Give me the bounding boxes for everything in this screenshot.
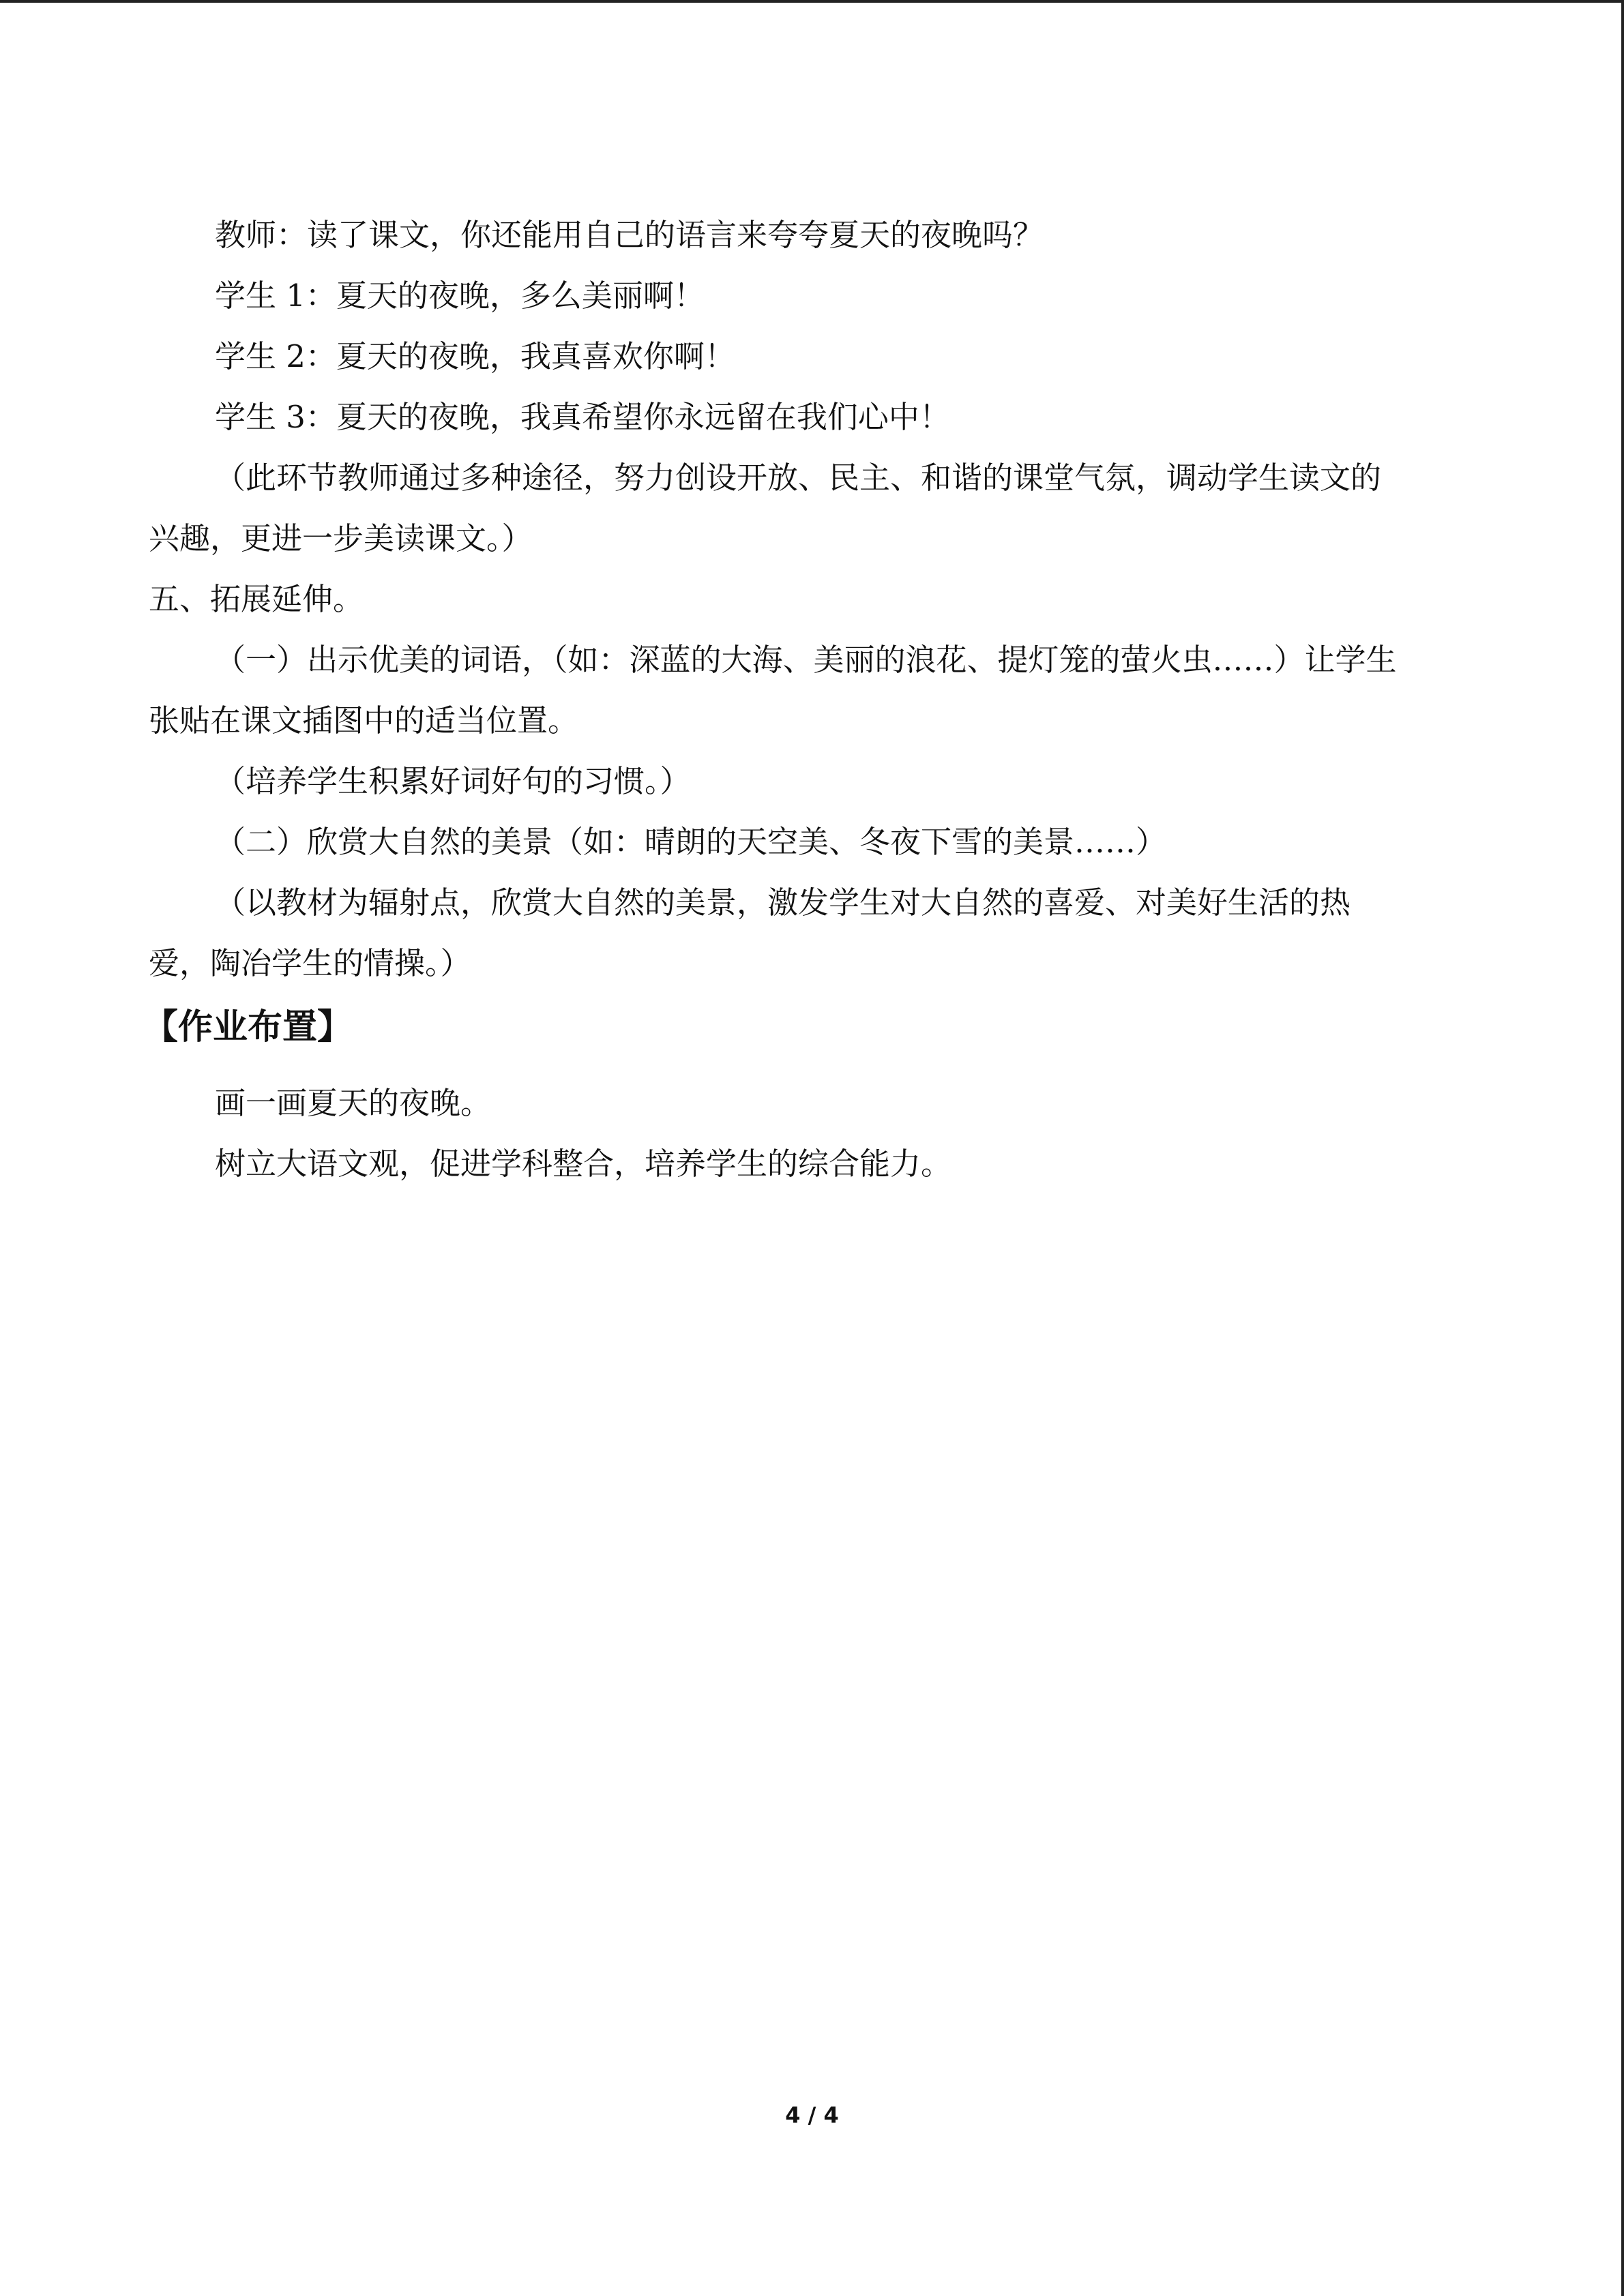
activity-one-line-1: （一）出示优美的词语，（如：深蓝的大海、美丽的浪花、提灯笼的萤火虫……）让学生 — [215, 642, 1397, 678]
student-3-answer: 学生 3：夏天的夜晚，我真希望你永远留在我们心中！ — [215, 399, 950, 435]
page-number: 4 / 4 — [785, 2102, 839, 2128]
activity-two-note-line-1: （以教材为辐射点，欣赏大自然的美景，激发学生对大自然的喜爱、对美好生活的热 — [215, 884, 1351, 921]
top-border-line — [0, 0, 1624, 3]
teaching-note-1-line-1: （此环节教师通过多种途径，努力创设开放、民主、和谐的课堂气氛，调动学生读文的 — [215, 460, 1382, 496]
homework-item-2: 树立大语文观，促进学科整合，培养学生的综合能力。 — [215, 1146, 952, 1182]
activity-two: （二）欣赏大自然的美景（如：晴朗的天空美、冬夜下雪的美景……） — [215, 824, 1167, 860]
teacher-question: 教师：读了课文，你还能用自己的语言来夸夸夏天的夜晚吗？ — [215, 217, 1044, 253]
homework-item-1: 画一画夏天的夜晚。 — [215, 1085, 492, 1121]
document-body — [143, 205, 1486, 1194]
homework-heading: 【作业布置】 — [143, 1007, 353, 1047]
section-five-heading: 五、拓展延伸。 — [149, 581, 364, 617]
teaching-note-1-line-2: 兴趣，更进一步美读课文。） — [149, 520, 533, 556]
activity-two-note-line-2: 爱，陶冶学生的情操。） — [149, 945, 471, 981]
activity-one-note: （培养学生积累好词好句的习惯。） — [215, 763, 691, 799]
right-border-line — [1621, 0, 1624, 2296]
student-1-answer: 学生 1：夏天的夜晚，多么美丽啊！ — [215, 278, 705, 314]
student-2-answer: 学生 2：夏天的夜晚，我真喜欢你啊！ — [215, 338, 735, 374]
activity-one-line-2: 张贴在课文插图中的适当位置。 — [149, 702, 579, 739]
